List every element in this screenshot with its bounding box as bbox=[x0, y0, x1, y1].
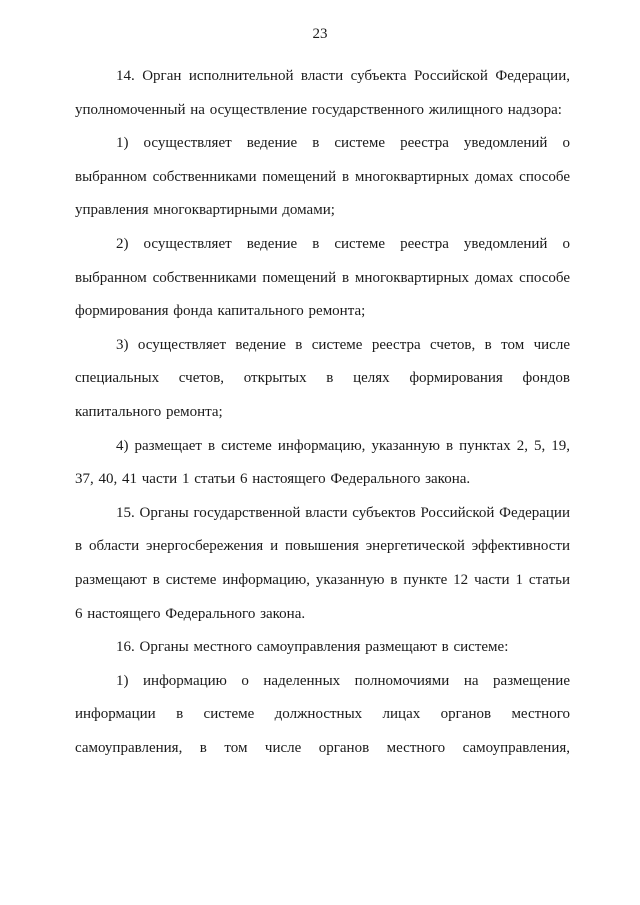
paragraph-15: 15. Органы государственной власти субъектов Российской Федерации в области энергосбережения и повышения энергетической эффективности размещают в системе информацию, указанную в пункте 12 части 1 статьи 6 настоящего Федерального закона. bbox=[75, 504, 570, 622]
document-body bbox=[75, 60, 570, 765]
paragraph-14-item-4: 4) размещает в системе информацию, указанную в пунктах 2, 5, 19, 37, 40, 41 части 1 статьи 6 настоящего Федерального закона. bbox=[75, 437, 570, 488]
page-number: 23 bbox=[312, 26, 328, 42]
paragraph-16-item-1: 1) информацию о наделенных полномочиями на размещение информации в системе должностных лицах органов местного самоуправления, в том числе органов местного самоуправления, bbox=[75, 672, 570, 756]
paragraph-14: 14. Орган исполнительной власти субъекта Российской Федерации, уполномоченный на осуществление государственного жилищного надзора: bbox=[75, 68, 570, 118]
paragraph-16: 16. Органы местного самоуправления размещают в системе: bbox=[116, 639, 509, 656]
paragraph-14-item-3: 3) осуществляет ведение в системе реестра счетов, в том числе специальных счетов, открытых в целях формирования фондов капитального ремонта; bbox=[75, 336, 570, 420]
paragraph-14-item-1: 1) осуществляет ведение в системе реестра уведомлений о выбранном собственниками помещений в многоквартирных домах способе управления многоквартирными домами; bbox=[75, 135, 570, 219]
paragraph-14-item-2: 2) осуществляет ведение в системе реестра уведомлений о выбранном собственниками помещений в многоквартирных домах способе формирования фонда капитального ремонта; bbox=[75, 235, 570, 320]
